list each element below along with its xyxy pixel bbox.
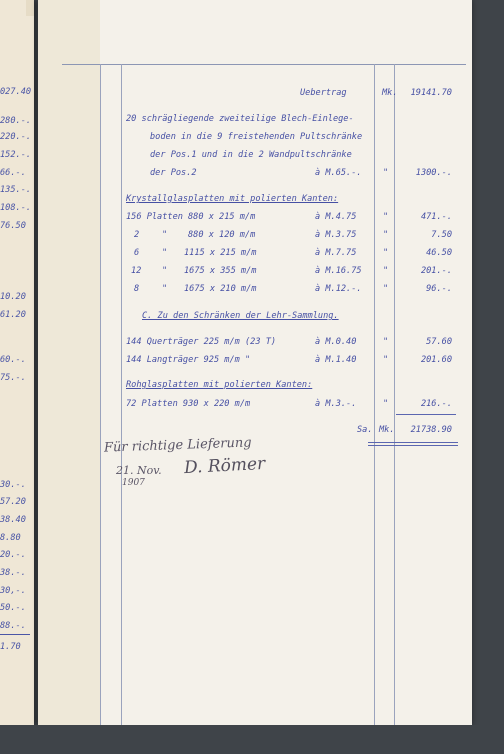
item-amount: 1300.-. (415, 168, 452, 178)
row-amount: 216.-. (420, 399, 452, 409)
total-double-rule (368, 445, 458, 446)
total-double-rule (368, 442, 458, 443)
left-number: 38.-. (0, 568, 26, 578)
row-rate: à M.3.75 (315, 230, 357, 240)
item-line: 20 schrägliegende zweiteilige Blech-Einlege- (126, 114, 354, 124)
item-line: der Pos.1 und in die 2 Wandpultschränke (150, 150, 352, 160)
ditto-mark: " (162, 266, 168, 276)
ditto-mark: " (383, 337, 389, 347)
section-heading: Rohglasplatten mit polierten Kanten: (126, 380, 313, 390)
column-rule (100, 64, 101, 725)
row-text: 144 Querträger 225 m/m (23 T) (126, 337, 277, 347)
total-amount: 21738.90 (410, 425, 452, 435)
background-strip (0, 725, 504, 754)
ditto-mark: " (162, 230, 168, 240)
column-rule (394, 64, 395, 725)
left-total-rule (0, 634, 30, 635)
ditto-mark: " (383, 399, 389, 409)
row-rate: à M.16.75 (315, 266, 362, 276)
left-number: 280.-. (0, 116, 32, 126)
row-qty: 156 Platten (126, 212, 183, 222)
left-number: 50.-. (0, 603, 26, 613)
left-number: 60.-. (0, 355, 26, 365)
page-margin-band (38, 0, 100, 725)
left-number: 10.20 (0, 292, 26, 302)
row-size: 1675 x 210 m/m (184, 284, 257, 294)
ditto-mark: " (162, 284, 168, 294)
item-line: der Pos.2 (150, 168, 197, 178)
left-number: 152.-. (0, 150, 32, 160)
row-amount: 57.60 (426, 337, 452, 347)
carry-amount: 19141.70 (410, 88, 452, 98)
carry-label: Uebertrag (300, 88, 347, 98)
left-number: 75.-. (0, 373, 26, 383)
section-heading: Krystallglasplatten mit polierten Kanten: (126, 194, 339, 204)
total-label: Sa. (357, 425, 373, 435)
left-number: 61.20 (0, 310, 26, 320)
row-size: 1675 x 355 m/m (184, 266, 257, 276)
page-tab (26, 0, 34, 16)
row-rate: à M.4.75 (315, 212, 357, 222)
ditto-mark: " (383, 230, 389, 240)
ditto-mark: " (162, 248, 168, 258)
row-size: 880 x 215 m/m (188, 212, 256, 222)
section-heading: C. Zu den Schränken der Lehr-Sammlung. (142, 311, 339, 321)
row-size: 880 x 120 m/m (188, 230, 256, 240)
row-qty: 2 (134, 230, 140, 240)
handwritten-signature: D. Römer (183, 453, 266, 479)
total-rule (396, 414, 456, 415)
handwritten-year: 1907 (122, 478, 145, 488)
left-number: 1.70 (0, 642, 21, 652)
row-qty: 8 (134, 284, 140, 294)
left-number: 66.-. (0, 168, 26, 178)
left-number: 30,-. (0, 586, 26, 596)
item-rate: à M.65.-. (315, 168, 362, 178)
row-rate: à M.3.-. (315, 399, 357, 409)
ditto-mark: " (383, 248, 389, 258)
ditto-mark: " (383, 284, 389, 294)
row-text: 144 Langträger 925 m/m " (126, 355, 251, 365)
left-page-edge (0, 0, 34, 725)
left-number: 76.50 (0, 221, 26, 231)
handwritten-note: Für richtige Lieferung (103, 435, 252, 456)
item-line: boden in die 9 freistehenden Pultschränke (150, 132, 363, 142)
row-amount: 201.-. (420, 266, 452, 276)
column-rule (374, 64, 375, 725)
header-rule (62, 64, 466, 65)
ditto-mark: " (383, 168, 389, 178)
row-rate: à M.7.75 (315, 248, 357, 258)
row-text: 72 Platten 930 x 220 m/m (126, 399, 251, 409)
row-size: 1115 x 215 m/m (184, 248, 257, 258)
left-number: 108.-. (0, 203, 32, 213)
ditto-mark: " (383, 266, 389, 276)
left-number: 57.20 (0, 497, 26, 507)
left-number: 135.-. (0, 185, 32, 195)
row-amount: 201.60 (420, 355, 452, 365)
left-number: 38.40 (0, 515, 26, 525)
row-amount: 471.-. (420, 212, 452, 222)
ditto-mark: " (383, 355, 389, 365)
total-currency: Mk. (379, 425, 395, 435)
row-amount: 46.50 (426, 248, 452, 258)
left-number: 027.40 (0, 87, 32, 97)
ditto-mark: " (383, 212, 389, 222)
row-rate: à M.12.-. (315, 284, 362, 294)
left-number: 30.-. (0, 480, 26, 490)
handwritten-date: 21. Nov. (116, 464, 162, 477)
column-rule (121, 64, 122, 725)
row-qty: 12 (131, 266, 142, 276)
row-amount: 7.50 (431, 230, 452, 240)
ledger-page (38, 0, 472, 725)
row-rate: à M.1.40 (315, 355, 357, 365)
left-number: 220.-. (0, 132, 32, 142)
carry-currency: Mk. (382, 88, 398, 98)
left-number: 20.-. (0, 550, 26, 560)
row-qty: 6 (134, 248, 140, 258)
row-amount: 96.-. (426, 284, 452, 294)
row-rate: à M.0.40 (315, 337, 357, 347)
left-number: 88.-. (0, 621, 26, 631)
left-number: 8.80 (0, 533, 21, 543)
